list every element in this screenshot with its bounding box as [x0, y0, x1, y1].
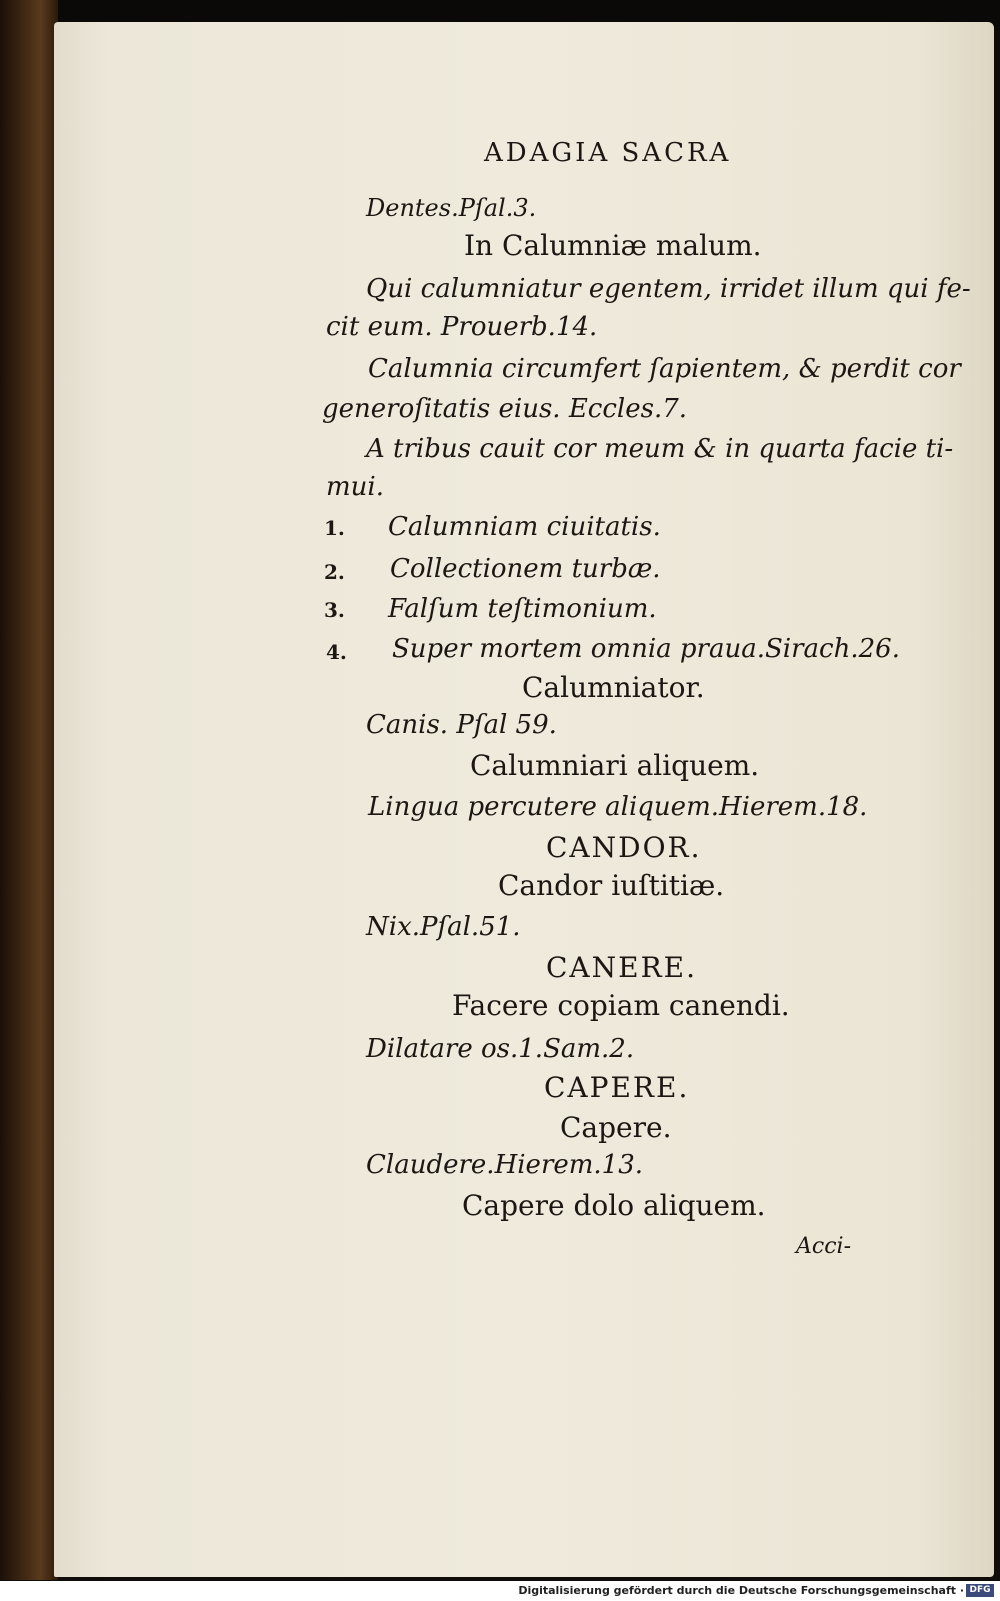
list-number: 4.	[326, 640, 347, 664]
text-line: Claudere.Hierem.13.	[366, 1150, 644, 1180]
list-item: Falſum teſtimonium.	[388, 594, 657, 624]
list-item: Collectionem turbæ.	[390, 554, 661, 584]
text-line: Dilatare os.1.Sam.2.	[366, 1034, 635, 1064]
subheading: Calumniator.	[522, 671, 705, 704]
section-heading: CANDOR.	[546, 831, 702, 864]
text-line: Canis. Pſal 59.	[366, 710, 557, 740]
subheading: Capere.	[560, 1111, 672, 1144]
running-header: ADAGIA SACRA	[484, 138, 732, 168]
text-line: Lingua percutere aliquem.Hierem.18.	[368, 792, 868, 822]
text-line: Dentes.Pſal.3.	[366, 194, 537, 222]
footer-bar	[0, 1581, 1000, 1601]
text-line: Nix.Pſal.51.	[366, 912, 521, 942]
text-line: generoſitatis eius. Eccles.7.	[322, 394, 688, 424]
text-line: mui.	[326, 472, 384, 502]
text-line: cit eum. Prouerb.14.	[326, 312, 598, 342]
text-line: A tribus cauit cor meum & in quarta facie ti-	[366, 434, 954, 464]
list-number: 3.	[324, 598, 345, 622]
footer-credit: Digitalisierung gefördert durch die Deutsche Forschungsgemeinschaft ·	[518, 1584, 964, 1597]
list-item: Calumniam ciuitatis.	[388, 512, 661, 542]
subheading: Facere copiam canendi.	[452, 989, 790, 1022]
list-number: 2.	[324, 560, 345, 584]
section-heading: CAPERE.	[544, 1071, 690, 1104]
section-heading: CANERE.	[546, 951, 698, 984]
list-item: Super mortem omnia praua.Sirach.26.	[392, 634, 900, 664]
dfg-logo: DFG	[966, 1584, 994, 1597]
text-line: Qui calumniatur egentem, irridet illum qui fe-	[366, 274, 971, 304]
text-line: Calumnia circumfert ſapientem, & perdit cor	[368, 354, 961, 384]
subheading: Calumniari aliquem.	[470, 749, 760, 782]
subheading: Capere dolo aliquem.	[462, 1189, 766, 1222]
catchword: Acci-	[796, 1234, 851, 1259]
subheading: In Calumniæ malum.	[464, 229, 762, 262]
list-number: 1.	[324, 516, 345, 540]
book-binding-edge	[0, 0, 58, 1580]
subheading: Candor iuſtitiæ.	[498, 869, 725, 902]
